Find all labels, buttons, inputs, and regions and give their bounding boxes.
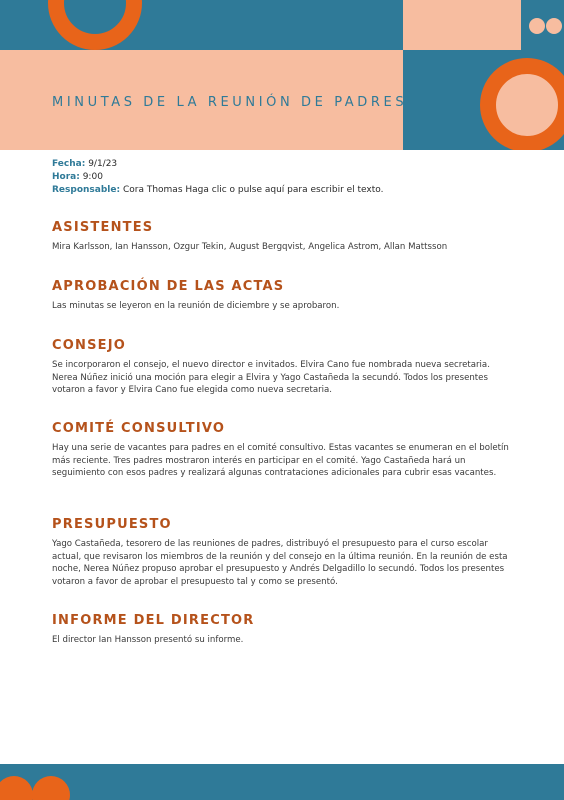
section-consejo — [52, 338, 512, 397]
section-informe — [52, 613, 512, 647]
section-asistentes — [52, 220, 512, 254]
section-heading[interactable]: INFORME DEL DIRECTOR — [52, 613, 255, 628]
time-value[interactable]: 9:00 — [82, 172, 103, 182]
meeting-details — [52, 158, 384, 197]
responsible-line — [52, 184, 384, 197]
date-label: Fecha: — [52, 159, 86, 169]
decorative-circle-icon — [0, 776, 33, 800]
section-heading[interactable]: COMITÉ CONSULTIVO — [52, 421, 226, 436]
date-line — [52, 158, 384, 171]
section-body[interactable]: Mira Karlsson, Ian Hansson, Ozgur Tekin, August Bergqvist, Angelica Astrom, Allan Mattsson — [52, 242, 448, 252]
section-heading[interactable]: APROBACIÓN DE LAS ACTAS — [52, 279, 285, 294]
responsible-label: Responsable: — [52, 185, 121, 195]
section-presupuesto — [52, 517, 512, 588]
decorative-ring-icon — [480, 58, 564, 150]
decorative-dot-icon — [546, 18, 562, 34]
date-value[interactable]: 9/1/23 — [88, 159, 118, 169]
section-body[interactable]: Las minutas se leyeron en la reunión de diciembre y se aprobaron. — [52, 301, 340, 311]
decorative-dot-icon — [529, 18, 545, 34]
header-banner — [0, 0, 564, 150]
section-comite — [52, 421, 512, 480]
responsible-value[interactable]: Cora Thomas Haga clic o pulse aquí para escribir el texto. — [122, 185, 384, 195]
section-heading[interactable]: ASISTENTES — [52, 220, 154, 235]
section-heading[interactable]: PRESUPUESTO — [52, 517, 172, 532]
section-body[interactable]: Se incorporaron el consejo, el nuevo director e invitados. Elvira Cano fue nombrada nueva secretaria. Nerea Núñez inició una moción para elegir a Elvira y Yago Castañeda la secundó. Todos los presentes votaron a favor y Elvira Cano fue elegida como nueva secretaria. — [52, 360, 490, 395]
footer-banner — [0, 764, 564, 800]
section-body[interactable]: El director Ian Hansson presentó su informe. — [52, 635, 244, 645]
section-body[interactable]: Hay una serie de vacantes para padres en el comité consultivo. Estas vacantes se enumeran en el boletín más reciente. Tres padres mostraron interés en participar en el comité. Yago Castañeda hará un seguimiento con esos padres y realizará algunas contrataciones adicionales para cubrir esas vacantes. — [52, 443, 509, 478]
document-title[interactable]: MINUTAS DE LA REUNIÓN DE PADRES — [52, 95, 408, 110]
section-body[interactable]: Yago Castañeda, tesorero de las reuniones de padres, distribuyó el presupuesto para el curso escolar actual, que revisaron los miembros de la reunión y del consejo en la última reunión. En la reunión de esta noche, Nerea Núñez propuso aprobar el presupuesto y Andrés Delgadillo lo secundó. Todos los presentes votaron a favor de aprobar el presupuesto tal y como se presentó. — [52, 539, 508, 587]
time-line — [52, 171, 384, 184]
time-label: Hora: — [52, 172, 80, 182]
decorative-circle-icon — [32, 776, 70, 800]
section-heading[interactable]: CONSEJO — [52, 338, 127, 353]
section-aprobacion — [52, 279, 512, 313]
